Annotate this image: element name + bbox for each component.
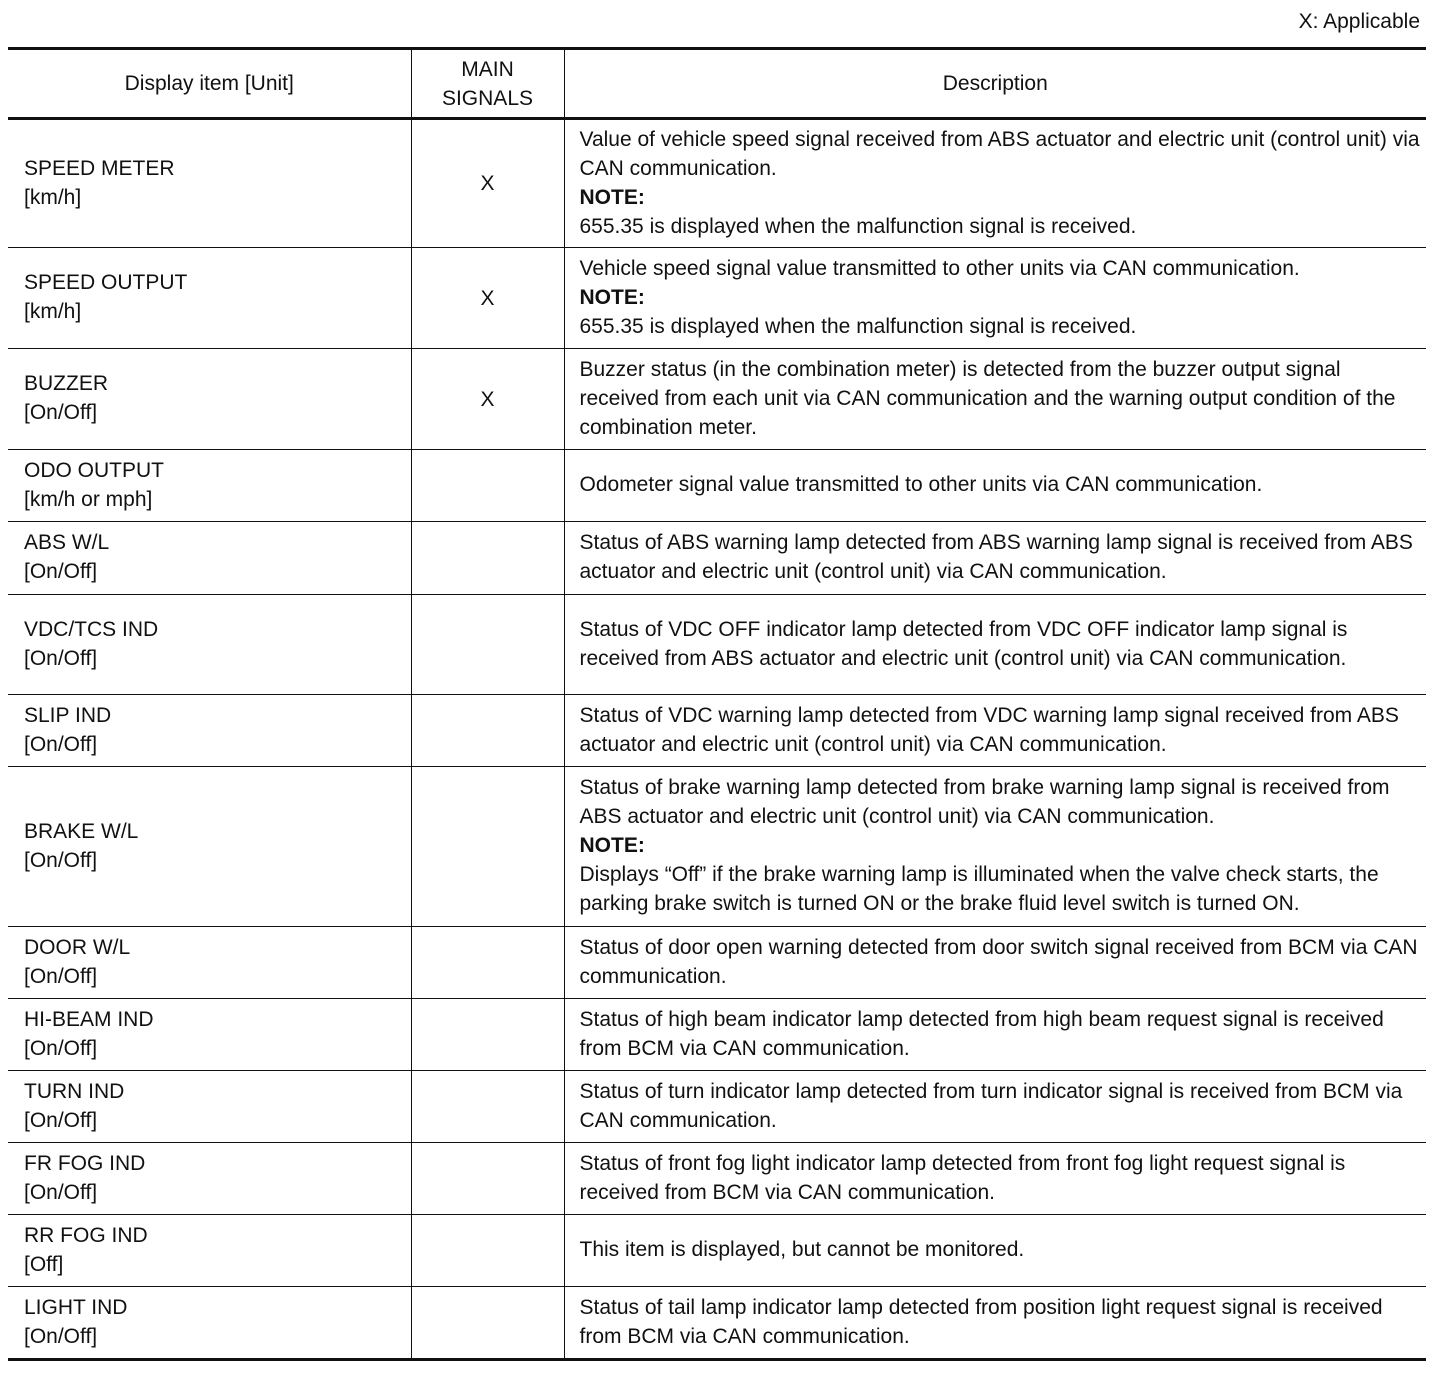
description-cell [564,1215,1426,1287]
description-text: Status of turn indicator lamp detected from turn indicator signal is received from BCM via CAN communication. [579,1079,1403,1132]
description-text: Status of VDC warning lamp detected from VDC warning lamp signal received from ABS actuator and electric unit (control unit) via CAN communication. [579,703,1399,756]
item-name: BRAKE W/L [24,819,139,843]
display-item-cell [8,522,411,595]
applicable-legend: X: Applicable [1298,10,1420,33]
display-item-cell [8,119,411,248]
item-unit: [On/Off] [24,646,98,670]
description-text: Buzzer status (in the combination meter) is detected from the buzzer output signal received from each unit via CAN communication and the warning output condition of the combination meter. [579,357,1396,439]
description-cell [564,450,1426,522]
display-item-cell [8,1287,411,1360]
display-item-cell [8,695,411,767]
display-item-cell [8,595,411,695]
description-text: Status of VDC OFF indicator lamp detected from VDC OFF indicator lamp signal is received from ABS actuator and electric unit (control unit) via CAN communication. [579,617,1348,670]
description-cell [564,927,1426,999]
description-text: This item is displayed, but cannot be monitored. [579,1238,1025,1261]
main-signal-cell: X [411,119,564,248]
description-cell [564,767,1426,927]
table-row [8,248,1426,349]
table-row [8,1071,1426,1143]
main-signal-cell [411,999,564,1071]
item-name: RR FOG IND [24,1223,148,1247]
item-unit: [On/Off] [24,1324,98,1348]
description-cell [564,248,1426,349]
display-items-table [8,47,1426,1361]
description-text: Status of door open warning detected from door switch signal received from BCM via CAN communication. [579,935,1418,988]
item-name: ODO OUTPUT [24,458,164,482]
item-unit: [km/h] [24,185,82,209]
description-text: Value of vehicle speed signal received from ABS actuator and electric unit (control unit) via CAN communication. [579,127,1420,180]
display-item-cell [8,999,411,1071]
item-unit: [km/h or mph] [24,487,153,511]
header-main-line1: MAIN [461,57,514,81]
item-name: SPEED METER [24,156,175,180]
display-item-cell [8,349,411,450]
description-cell [564,999,1426,1071]
description-text: Status of front fog light indicator lamp detected from front fog light request signal is received from BCM via CAN communication. [579,1151,1346,1204]
table-row [8,595,1426,695]
table-row [8,999,1426,1071]
table-row [8,927,1426,999]
main-signal-cell: X [411,349,564,450]
description-text: Status of tail lamp indicator lamp detected from position light request signal is received from BCM via CAN communication. [579,1295,1383,1348]
item-unit: [On/Off] [24,401,98,424]
note-label: NOTE: [579,834,645,857]
item-name: BUZZER [24,372,108,395]
header-display-item: Display item [Unit] [8,49,411,119]
table-row [8,119,1426,248]
description-text: Status of high beam indicator lamp detected from high beam request signal is received from BCM via CAN communication. [579,1007,1384,1060]
item-unit: [On/Off] [24,1180,98,1204]
main-signal-cell [411,695,564,767]
item-name: SPEED OUTPUT [24,271,188,294]
header-description: Description [564,49,1426,119]
item-name: SLIP IND [24,703,112,727]
table-row [8,1215,1426,1287]
item-name: ABS W/L [24,531,110,554]
main-signal-cell [411,767,564,927]
description-cell [564,349,1426,450]
display-item-cell [8,450,411,522]
table-row [8,349,1426,450]
table-header-row [8,49,1426,119]
item-unit: [Off] [24,1252,64,1276]
note-text: Displays “Off” if the brake warning lamp is illuminated when the valve check starts, the parking brake switch is turned ON or the brake fluid level switch is turned ON. [579,863,1379,915]
item-name: LIGHT IND [24,1295,128,1319]
item-name: VDC/TCS IND [24,617,159,641]
display-item-cell [8,1071,411,1143]
table-row [8,522,1426,595]
item-name: HI-BEAM IND [24,1007,154,1031]
note-text: 655.35 is displayed when the malfunction signal is received. [579,214,1137,238]
note-text: 655.35 is displayed when the malfunction signal is received. [579,314,1137,338]
item-name: TURN IND [24,1079,125,1103]
item-name: FR FOG IND [24,1151,146,1175]
note-label: NOTE: [579,185,645,209]
display-item-cell [8,1143,411,1215]
display-item-cell [8,248,411,349]
description-cell [564,595,1426,695]
main-signal-cell: X [411,248,564,349]
display-item-cell [8,767,411,927]
note-label: NOTE: [579,285,645,309]
item-unit: [On/Off] [24,560,98,583]
main-signal-cell [411,1143,564,1215]
item-unit: [On/Off] [24,964,98,988]
main-signal-cell [411,522,564,595]
description-cell [564,1143,1426,1215]
description-cell [564,695,1426,767]
description-text: Odometer signal value transmitted to other units via CAN communication. [579,473,1263,496]
description-text: Status of brake warning lamp detected from brake warning lamp signal is received from ABS actuator and electric unit (control unit) via CAN communication. [579,776,1390,828]
table-row [8,1287,1426,1360]
item-unit: [On/Off] [24,848,98,872]
description-text: Vehicle speed signal value transmitted to other units via CAN communication. [579,256,1300,280]
description-cell [564,119,1426,248]
description-text: Status of ABS warning lamp detected from ABS warning lamp signal is received from ABS actuator and electric unit (control unit) via CAN communication. [579,531,1413,583]
description-cell [564,522,1426,595]
main-signal-cell [411,927,564,999]
item-name: DOOR W/L [24,935,131,959]
display-item-cell [8,1215,411,1287]
table-row [8,1143,1426,1215]
main-signal-cell [411,595,564,695]
item-unit: [On/Off] [24,732,98,756]
item-unit: [km/h] [24,300,82,323]
header-main-line2: SIGNALS [441,86,534,110]
table-row [8,450,1426,522]
main-signal-cell [411,1287,564,1360]
main-signal-cell [411,450,564,522]
table-row [8,767,1426,927]
item-unit: [On/Off] [24,1036,98,1060]
main-signal-cell [411,1071,564,1143]
main-signal-cell [411,1215,564,1287]
description-cell [564,1071,1426,1143]
display-item-cell [8,927,411,999]
item-unit: [On/Off] [24,1108,98,1132]
header-main-signals [411,49,564,119]
description-cell [564,1287,1426,1360]
table-row [8,695,1426,767]
